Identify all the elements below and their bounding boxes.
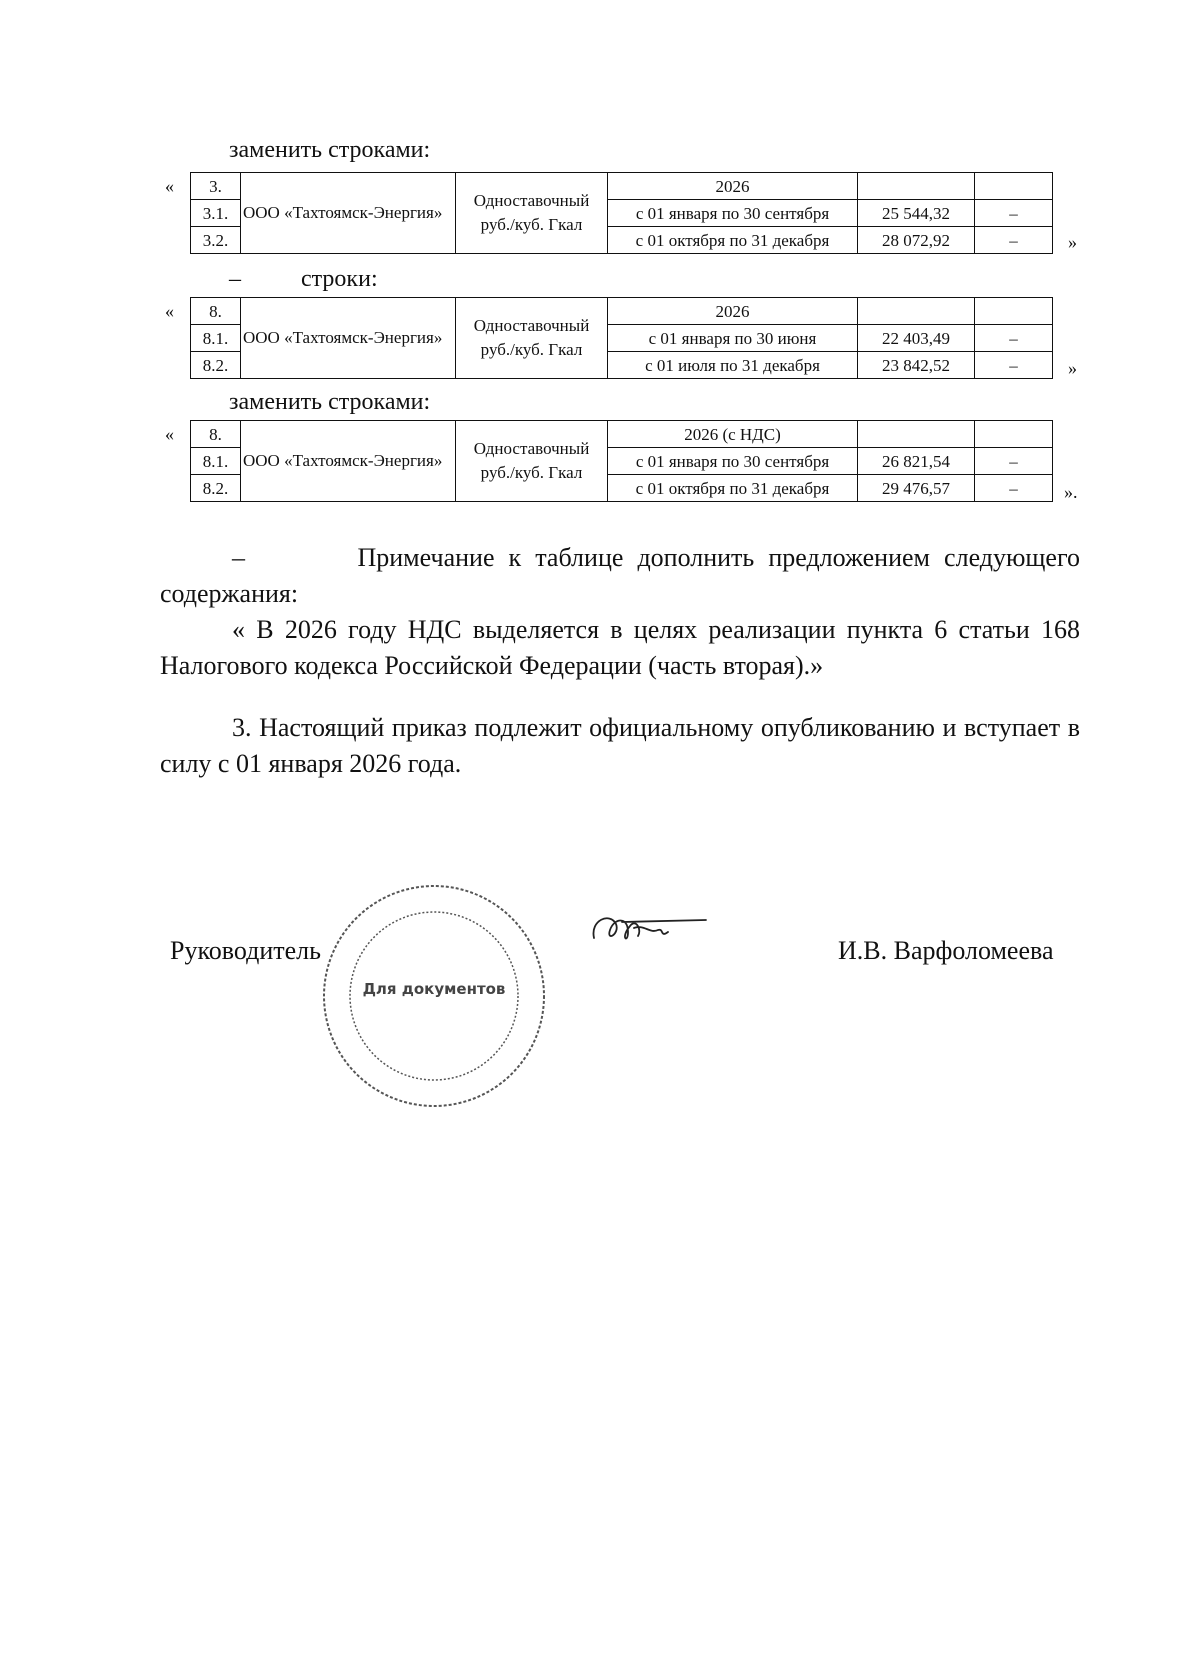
extra-cell	[975, 421, 1053, 448]
extra-cell: –	[975, 352, 1053, 379]
organization-cell: ООО «Тахтоямск-Энергия»	[241, 173, 456, 254]
row-number: 3.2.	[191, 227, 241, 254]
official-stamp	[318, 880, 550, 1112]
stamp-text: Для документов	[362, 980, 506, 998]
period-cell: с 01 января по 30 июня	[608, 325, 858, 352]
row-number: 3.	[191, 173, 241, 200]
row-number: 8.2.	[191, 475, 241, 502]
value-cell: 23 842,52	[858, 352, 975, 379]
heading-replace-2: заменить строками:	[229, 389, 431, 415]
extra-cell: –	[975, 475, 1053, 502]
row-number: 3.1.	[191, 200, 241, 227]
organization-cell: ООО «Тахтоямск-Энергия»	[241, 298, 456, 379]
extra-cell	[975, 173, 1053, 200]
signer-role: Руководитель	[170, 936, 321, 965]
quote-open-2: «	[165, 301, 174, 321]
quote-close-1: »	[1068, 232, 1077, 252]
value-cell: 22 403,49	[858, 325, 975, 352]
heading-rows	[229, 265, 378, 293]
heading-rows-label: строки:	[301, 266, 378, 292]
period-cell: с 01 января по 30 сентября	[608, 448, 858, 475]
quote-open-1: «	[165, 176, 174, 196]
value-cell: 26 821,54	[858, 448, 975, 475]
row-number: 8.2.	[191, 352, 241, 379]
extra-cell: –	[975, 448, 1053, 475]
signer-name: И.В. Варфоломеева	[838, 936, 1054, 965]
extra-cell	[975, 298, 1053, 325]
table-row	[191, 298, 1053, 325]
period-cell: 2026	[608, 298, 858, 325]
value-cell: 29 476,57	[858, 475, 975, 502]
value-cell: 25 544,32	[858, 200, 975, 227]
value-cell	[858, 298, 975, 325]
value-cell: 28 072,92	[858, 227, 975, 254]
table-row	[191, 173, 1053, 200]
quote-open-3: «	[165, 424, 174, 444]
quote-close-3: ».	[1064, 482, 1078, 502]
tariff-type-cell: Одноставочный руб./куб. Гкал	[456, 173, 608, 254]
value-cell	[858, 421, 975, 448]
tariff-table-3	[190, 420, 1053, 502]
period-cell: с 01 октября по 31 декабря	[608, 475, 858, 502]
signature-mark	[588, 908, 708, 954]
table-row	[191, 421, 1053, 448]
row-number: 8.1.	[191, 325, 241, 352]
tariff-table-1	[190, 172, 1053, 254]
extra-cell: –	[975, 227, 1053, 254]
period-cell: 2026	[608, 173, 858, 200]
period-cell: с 01 июля по 31 декабря	[608, 352, 858, 379]
extra-cell: –	[975, 200, 1053, 227]
period-cell: с 01 октября по 31 декабря	[608, 227, 858, 254]
heading-replace-1: заменить строками:	[229, 137, 431, 163]
extra-cell: –	[975, 325, 1053, 352]
row-number: 8.1.	[191, 448, 241, 475]
dash-mark: –	[229, 266, 241, 292]
note-intro: – Примечание к таблице дополнить предложением следующего содержания:	[160, 543, 1087, 608]
organization-cell: ООО «Тахтоямск-Энергия»	[241, 421, 456, 502]
tariff-type-cell: Одноставочный руб./куб. Гкал	[456, 298, 608, 379]
period-cell: 2026 (с НДС)	[608, 421, 858, 448]
row-number: 8.	[191, 421, 241, 448]
clause-3	[160, 710, 1080, 782]
value-cell	[858, 173, 975, 200]
tariff-type-cell: Одноставочный руб./куб. Гкал	[456, 421, 608, 502]
clause-3-text: 3. Настоящий приказ подлежит официальному опубликованию и вступает в силу с 01 января 2026 года.	[160, 713, 1080, 778]
note-text: « В 2026 году НДС выделяется в целях реализации пункта 6 статьи 168 Налогового кодекса Российской Федерации (часть вторая).»	[160, 615, 1080, 680]
period-cell: с 01 января по 30 сентября	[608, 200, 858, 227]
quote-close-2: »	[1068, 358, 1077, 378]
tariff-table-2	[190, 297, 1053, 379]
note-paragraph	[160, 540, 1087, 684]
row-number: 8.	[191, 298, 241, 325]
